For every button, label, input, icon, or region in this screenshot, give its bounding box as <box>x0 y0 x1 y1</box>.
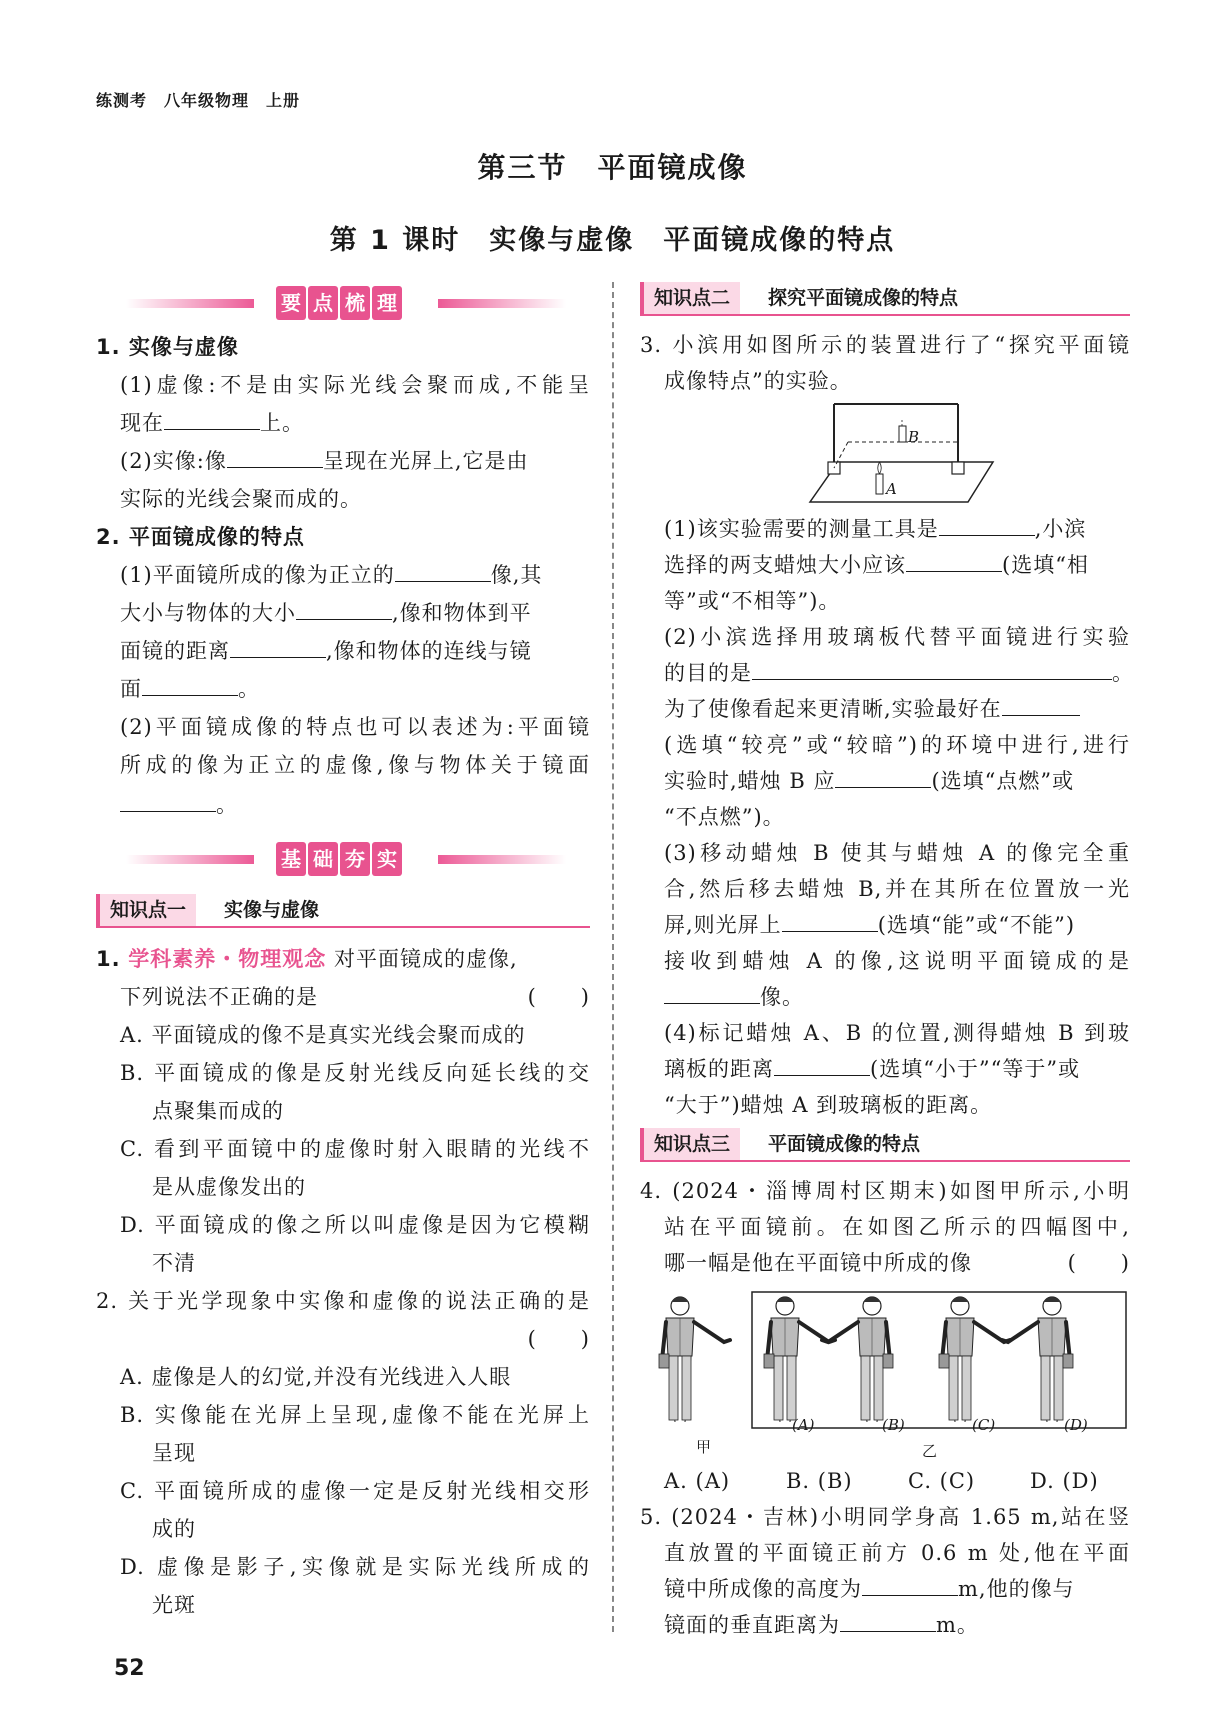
answer-blank[interactable] <box>395 560 491 582</box>
q2-option-d: D. 虚像是影子,实像就是实际光线所成的 <box>120 1555 590 1579</box>
experiment-apparatus-figure <box>808 400 1008 510</box>
boy-figure-b <box>822 1297 893 1422</box>
q3-line: 实验时,蜡烛 B 应 (选填“点燃”或 <box>664 766 1074 796</box>
q4-option-a[interactable]: A. (A) <box>664 1469 731 1493</box>
q1-option-a: A. 平面镜成的像不是真实光线会聚而成的 <box>120 1023 526 1047</box>
answer-blank[interactable] <box>906 550 1002 572</box>
section-title: 第三节 平面镜成像 <box>477 151 748 184</box>
figure-label-a: A <box>886 480 897 498</box>
figure-label-b: B <box>908 428 920 446</box>
review-line: 大小与物体的大小 ,像和物体到平 <box>120 598 532 628</box>
review-heading-2: 2. 平面镜成像的特点 <box>96 525 305 549</box>
q1-option-b: 点聚集而成的 <box>152 1099 284 1123</box>
review-line: (1)平面镜所成的像为正立的 像,其 <box>120 560 542 590</box>
knowledge-point-tag: 知识点二 <box>640 282 740 314</box>
q3-line: 屏,则光屏上 (选填“能”或“不能”) <box>664 910 1075 940</box>
boy-figure-a <box>764 1297 835 1422</box>
answer-blank[interactable] <box>939 514 1035 536</box>
answer-blank[interactable] <box>230 636 326 658</box>
figure-label: (C) <box>972 1416 996 1434</box>
answer-blank[interactable] <box>164 408 260 430</box>
answer-blank[interactable] <box>142 674 238 696</box>
q1-option-c: C. 看到平面镜中的虚像时射入眼睛的光线不 <box>120 1137 590 1161</box>
q2-stem: 2. 关于光学现象中实像和虚像的说法正确的是 <box>96 1289 590 1313</box>
lesson-title: 第 1 课时 实像与虚像 平面镜成像的特点 <box>329 225 896 256</box>
figure-caption-yi: 乙 <box>922 1442 938 1460</box>
boy-figure-jia <box>659 1297 730 1422</box>
q3-line: (4)标记蜡烛 A、B 的位置,测得蜡烛 B 到玻 <box>664 1021 1130 1045</box>
answer-blank[interactable] <box>664 982 760 1004</box>
review-line: 所成的像为正立的虚像,像与物体关于镜面 <box>120 753 590 777</box>
q5-line: 镜中所成像的高度为 m,他的像与 <box>664 1574 1075 1604</box>
q4-option-b[interactable]: B. (B) <box>786 1469 853 1493</box>
q3-line: 像。 <box>664 982 804 1012</box>
figure-caption-jia: 甲 <box>696 1438 712 1456</box>
knowledge-point-2 <box>640 282 1130 316</box>
knowledge-point-tag: 知识点三 <box>640 1128 740 1160</box>
banner-char: 夯 <box>340 842 370 876</box>
answer-blank[interactable] <box>296 598 392 620</box>
q3-stem: 3. 小滨用如图所示的装置进行了“探究平面镜 <box>640 333 1130 357</box>
q3-line: 的目的是 。 <box>664 658 1134 688</box>
q3-line: (1)该实验需要的测量工具是 ,小滨 <box>664 514 1086 544</box>
q3-line: “不点燃”)。 <box>664 805 785 829</box>
q5-line: 5. (2024・吉林)小明同学身高 1.65 m,站在竖 <box>640 1505 1130 1529</box>
q1-option-b: B. 平面镜成的像是反射光线反向延长线的交 <box>120 1061 590 1085</box>
boy-figure-d <box>1002 1297 1073 1422</box>
q4-option-c[interactable]: C. (C) <box>908 1469 976 1493</box>
q5-line: 镜面的垂直距离为 m。 <box>664 1610 979 1640</box>
review-line: 实际的光线会聚而成的。 <box>120 487 362 511</box>
mirror-image-figure <box>640 1284 1130 1434</box>
q2-option-a: A. 虚像是人的幻觉,并没有光线进入人眼 <box>120 1365 512 1389</box>
q3-line: (选填“较亮”或“较暗”)的环境中进行,进行 <box>664 733 1130 757</box>
q3-line: 合,然后移去蜡烛 B,并在其所在位置放一光 <box>664 877 1130 901</box>
review-heading-1: 1. 实像与虚像 <box>96 335 239 359</box>
answer-paren[interactable]: ( ) <box>1067 1251 1130 1275</box>
q4-stem: 站在平面镜前。在如图乙所示的四幅图中, <box>664 1215 1130 1239</box>
q3-line: 璃板的距离 (选填“小于”“等于”或 <box>664 1054 1080 1084</box>
review-line: 。 <box>120 790 238 820</box>
knowledge-point-title: 实像与虚像 <box>224 899 320 921</box>
q2-option-b: B. 实像能在光屏上呈现,虚像不能在光屏上 <box>120 1403 590 1427</box>
knowledge-point-title: 平面镜成像的特点 <box>768 1133 921 1155</box>
page-number: 52 <box>114 1656 145 1681</box>
answer-blank[interactable] <box>1002 694 1080 716</box>
q4-option-d[interactable]: D. (D) <box>1030 1469 1099 1493</box>
answer-blank[interactable] <box>120 790 216 812</box>
answer-paren[interactable]: ( ) <box>527 1327 590 1351</box>
q4-stem: 4. (2024・淄博周村区期末)如图甲所示,小明 <box>640 1179 1130 1203</box>
q3-line: 为了使像看起来更清晰,实验最好在 <box>664 694 1080 724</box>
q3-line: 接收到蜡烛 A 的像,这说明平面镜成的是 <box>664 949 1130 973</box>
banner-char: 点 <box>308 286 338 320</box>
q3-stem: 成像特点”的实验。 <box>664 369 852 393</box>
q1-stem: 1. 学科素养・物理观念 对平面镜成的虚像, <box>96 947 518 971</box>
q2-option-b: 呈现 <box>152 1441 196 1465</box>
knowledge-point-3 <box>640 1128 1130 1162</box>
banner-review <box>126 286 566 320</box>
knowledge-point-tag: 知识点一 <box>96 894 196 926</box>
review-line: 面镜的距离 ,像和物体的连线与镜 <box>120 636 532 666</box>
answer-paren[interactable]: ( ) <box>527 985 590 1009</box>
q3-line: (2)小滨选择用玻璃板代替平面镜进行实验 <box>664 625 1130 649</box>
q3-line: 选择的两支蜡烛大小应该 (选填“相 <box>664 550 1089 580</box>
answer-blank[interactable] <box>840 1610 936 1632</box>
figure-label: (D) <box>1064 1416 1088 1434</box>
column-divider <box>612 282 614 1632</box>
running-header: 练测考 八年级物理 上册 <box>96 91 301 110</box>
review-line: (2)平面镜成像的特点也可以表述为:平面镜 <box>120 715 590 739</box>
banner-char: 梳 <box>340 286 370 320</box>
answer-blank[interactable] <box>782 910 878 932</box>
knowledge-point-title: 探究平面镜成像的特点 <box>768 287 959 309</box>
banner-char: 基 <box>276 842 306 876</box>
q2-option-d: 光斑 <box>152 1593 196 1617</box>
banner-basic <box>126 842 566 876</box>
q1-stem: 下列说法不正确的是 ( ) <box>120 982 590 1012</box>
q1-option-d: 不清 <box>152 1251 196 1275</box>
review-line: (2)实像:像 呈现在光屏上,它是由 <box>120 446 529 476</box>
knowledge-point-1 <box>96 894 590 928</box>
q1-option-c: 是从虚像发出的 <box>152 1175 306 1199</box>
q5-line: 直放置的平面镜正前方 0.6 m 处,他在平面 <box>664 1541 1130 1565</box>
q3-line: “大于”)蜡烛 A 到玻璃板的距离。 <box>664 1093 993 1117</box>
answer-blank[interactable] <box>752 658 1112 680</box>
q2-option-c: C. 平面镜所成的虚像一定是反射光线相交形 <box>120 1479 590 1503</box>
banner-char: 要 <box>276 286 306 320</box>
review-line: 面 。 <box>120 674 260 704</box>
q1-option-d: D. 平面镜成的像之所以叫虚像是因为它模糊 <box>120 1213 590 1237</box>
banner-char: 理 <box>372 286 402 320</box>
banner-char: 础 <box>308 842 338 876</box>
figure-label: (A) <box>792 1416 815 1434</box>
banner-char: 实 <box>372 842 402 876</box>
q2-option-c: 成的 <box>152 1517 196 1541</box>
review-line: (1)虚像:不是由实际光线会聚而成,不能呈 <box>120 373 590 397</box>
q3-line: 等”或“不相等”)。 <box>664 589 841 613</box>
answer-blank[interactable] <box>227 446 323 468</box>
q4-stem: 哪一幅是他在平面镜中所成的像 ( ) <box>664 1248 1130 1278</box>
figure-label: (B) <box>882 1416 905 1434</box>
answer-blank[interactable] <box>835 766 931 788</box>
answer-blank[interactable] <box>774 1054 870 1076</box>
answer-blank[interactable] <box>862 1574 958 1596</box>
boy-figure-c <box>939 1297 1010 1422</box>
q3-line: (3)移动蜡烛 B 使其与蜡烛 A 的像完全重 <box>664 841 1130 865</box>
review-line: 现在 上。 <box>120 408 304 438</box>
